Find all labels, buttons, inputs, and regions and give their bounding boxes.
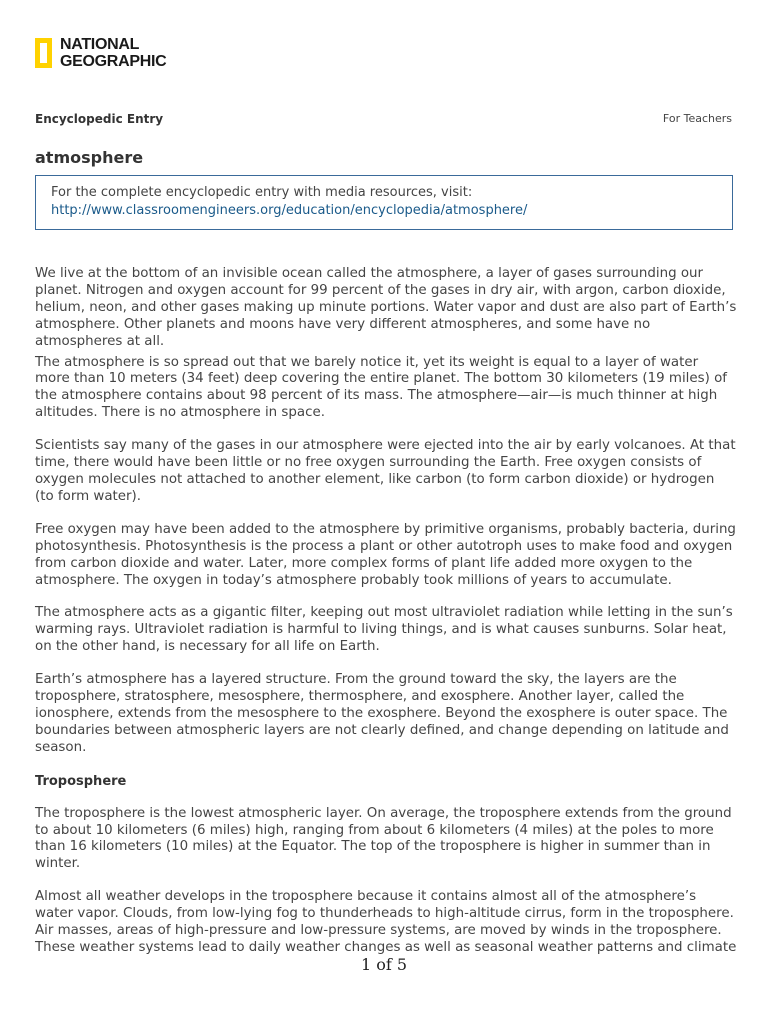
paragraph: Earth’s atmosphere has a layered structure. From the ground toward the sky, the layers are the troposphere, stratosphere, mesosphere, thermosphere, and exosphere. Another layer, called the ionosphere, extends from the mesosphere to the exosphere. Beyond the exosphere is outer space. The boundaries between atmospheric layers are not clearly defined, and change depending on latitude and season. <box>35 672 729 755</box>
paragraph: Free oxygen may have been added to the atmosphere by primitive organisms, probably bacteria, during photosynthesis. Photosynthesis is the process a plant or other autotroph uses to make food and oxygen from carbon dioxide and water. Later, more complex forms of plant life added more oxygen to the atmosphere. The oxygen in today’s atmosphere probably took millions of years to accumulate. <box>35 521 736 588</box>
paragraph: Scientists say many of the gases in our atmosphere were ejected into the air by early volcanoes. At that time, there would have been little or no free oxygen surrounding the Earth. Free oxygen consists of oxygen molecules not attached to another element, like carbon (to form carbon dioxide) or hydrogen (to form water). <box>35 438 736 504</box>
paragraph: The atmosphere is so spread out that we barely notice it, yet its weight is equal to a layer of water more than 10 meters (34 feet) deep covering the entire planet. The bottom 30 kilometers (19 miles) of the atmosphere contains about 98 percent of its mass. The atmosphere—air—is much thinner at high altitudes. There is no atmosphere in space. <box>35 354 727 421</box>
yellow-border-icon <box>35 38 52 68</box>
article-body <box>35 266 737 973</box>
paragraph: The atmosphere acts as a gigantic filter, keeping out most ultraviolet radiation while letting in the sun’s warming rays. Ultraviolet radiation is harmful to living things, and is what causes sunburns. Solar heat, on the other hand, is necessary for all life on Earth. <box>35 605 733 655</box>
paragraph: The troposphere is the lowest atmospheric layer. On average, the troposphere extends from the ground to about 10 kilometers (6 miles) high, ranging from about 6 kilometers (4 miles) at the poles to more than 16 kilometers (10 miles) at the Equator. The top of the troposphere is higher in summer than in winter. <box>35 805 732 872</box>
logo-line-geographic: GEOGRAPHIC <box>60 53 167 70</box>
logo-wordmark <box>60 36 166 70</box>
entry-type-label: Encyclopedic Entry <box>35 112 164 126</box>
resource-link[interactable]: http://www.classroomengineers.org/education/encyclopedia/atmosphere/ <box>51 203 528 218</box>
national-geographic-logo <box>35 36 166 70</box>
paragraph: We live at the bottom of an invisible ocean called the atmosphere, a layer of gases surrounding our planet. Nitrogen and oxygen account for 99 percent of the gases in dry air, with argon, carbon dioxide, helium, neon, and other gases making up minute portions. Water vapor and dust are also part of Earth’s atmosphere. Other planets and moons have very different atmospheres, and some have no atmospheres at all. <box>35 266 737 349</box>
page-title: atmosphere <box>35 148 144 167</box>
logo-line-national: NATIONAL <box>60 36 140 53</box>
paragraph: Almost all weather develops in the troposphere because it contains almost all of the atmosphere’s water vapor. Clouds, from low-lying fog to thunderheads to high-altitude cirrus, form in the troposphere. Air masses, areas of high-pressure and low-pressure systems, are moved by winds in the troposphere. These weather systems lead to daily weather changes as well as seasonal weather patterns and climate <box>35 889 737 955</box>
for-teachers-label: For Teachers <box>662 112 732 125</box>
resource-box <box>35 175 733 230</box>
resource-text: For the complete encyclopedic entry with media resources, visit: <box>51 185 473 200</box>
section-heading-troposphere: Troposphere <box>35 773 127 789</box>
page-number: 1 of 5 <box>360 955 408 974</box>
